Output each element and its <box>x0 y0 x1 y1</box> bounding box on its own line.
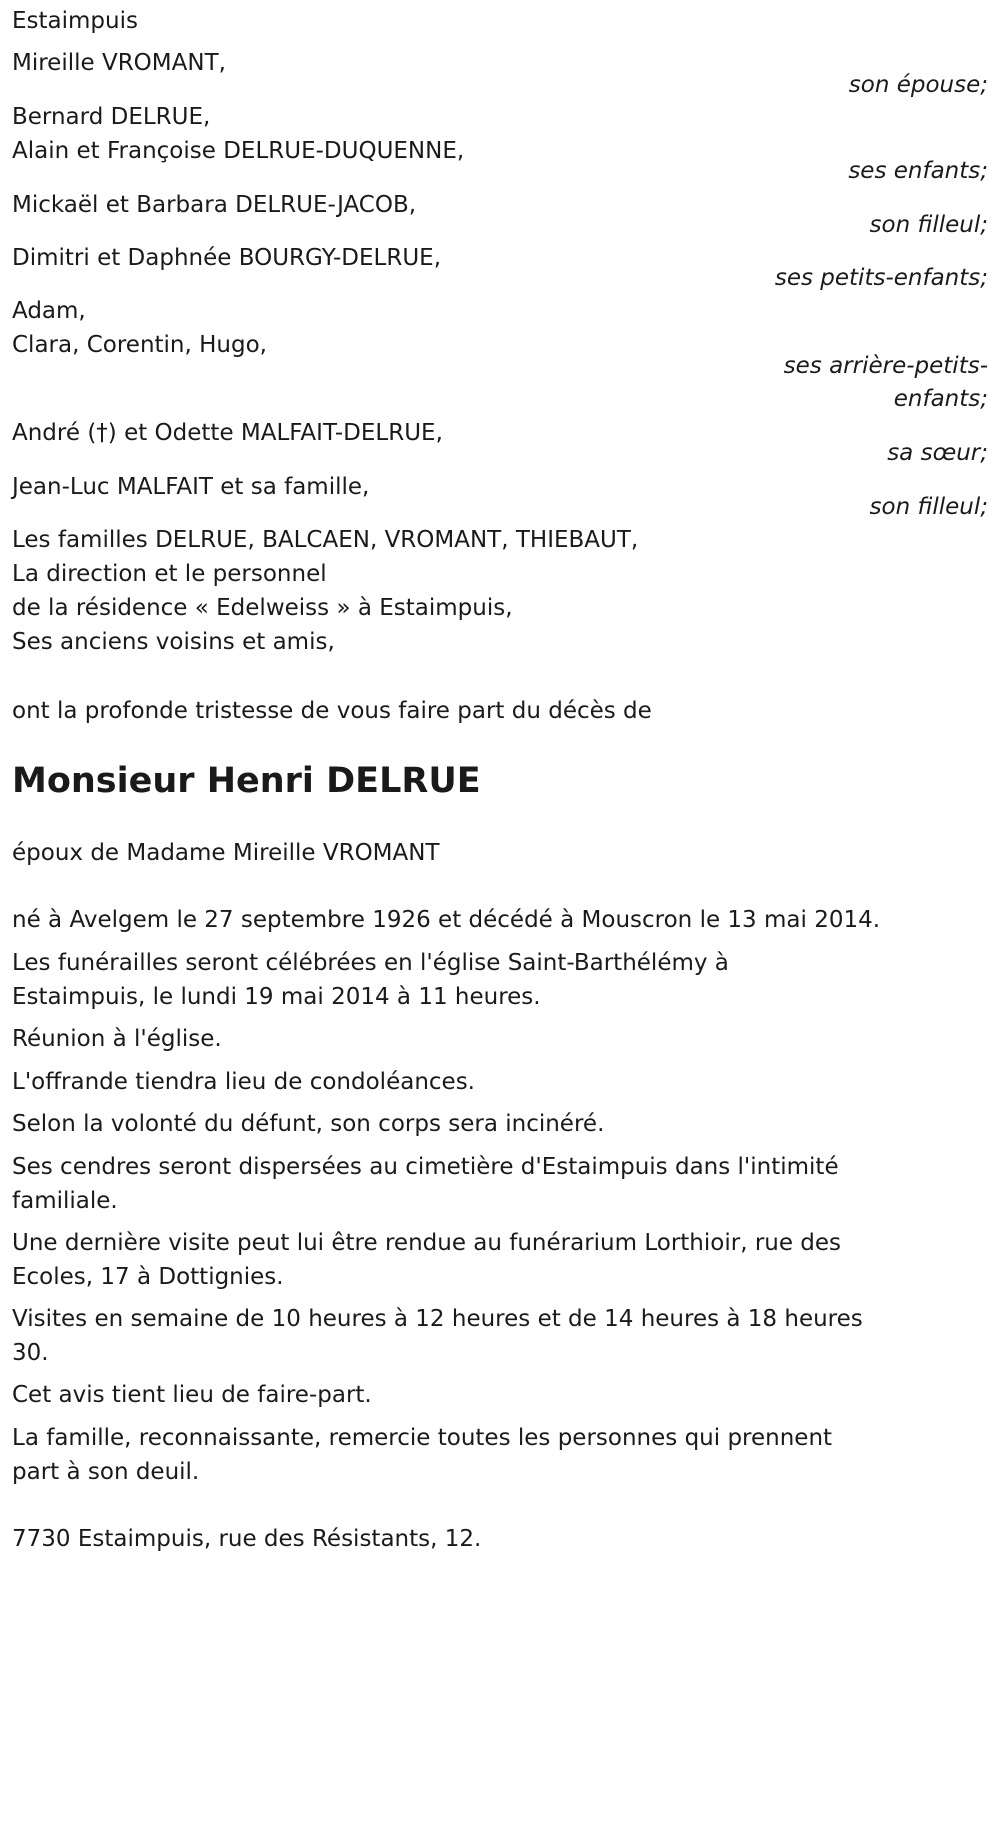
address-line: 7730 Estaimpuis, rue des Résistants, 12. <box>12 1526 482 1552</box>
town-header: Estaimpuis <box>12 8 138 34</box>
family-line-child-2: Alain et Françoise DELRUE-DUQUENNE, <box>12 138 465 164</box>
cremation-line: Selon la volonté du défunt, son corps sera incinéré. <box>12 1111 605 1137</box>
meeting-line: Réunion à l'église. <box>12 1026 222 1052</box>
spouse-line: époux de Madame Mireille VROMANT <box>12 840 440 866</box>
role-godson-1: son filleul; <box>869 212 988 238</box>
visit-line-a: Une dernière visite peut lui être rendue au funérarium Lorthioir, rue des <box>12 1230 842 1256</box>
role-godson-2: son filleul; <box>869 494 988 520</box>
thanks-line-b: part à son deuil. <box>12 1459 200 1485</box>
family-line-godson-1: Mickaël et Barbara DELRUE-JACOB, <box>12 192 417 218</box>
funeral-line-b: Estaimpuis, le lundi 19 mai 2014 à 11 heures. <box>12 984 541 1010</box>
family-line-spouse: Mireille VROMANT, <box>12 50 226 76</box>
visit-line-b: Ecoles, 17 à Dottignies. <box>12 1264 284 1290</box>
ashes-line-a: Ses cendres seront dispersées au cimetière d'Estaimpuis dans l'intimité <box>12 1154 839 1180</box>
notice-line: Cet avis tient lieu de faire-part. <box>12 1382 372 1408</box>
hours-line-b: 30. <box>12 1340 49 1366</box>
announcement-intro: ont la profonde tristesse de vous faire part du décès de <box>12 698 652 724</box>
funeral-line-a: Les funérailles seront célébrées en l'église Saint-Barthélémy à <box>12 950 729 976</box>
family-line-great-grandchild-1: Adam, <box>12 298 86 324</box>
hours-line-a: Visites en semaine de 10 heures à 12 heures et de 14 heures à 18 heures <box>12 1306 863 1332</box>
family-line-great-grandchild-2: Clara, Corentin, Hugo, <box>12 332 267 358</box>
family-line-families: Les familles DELRUE, BALCAEN, VROMANT, THIEBAUT, <box>12 527 639 553</box>
role-children: ses enfants; <box>848 158 988 184</box>
offering-line: L'offrande tiendra lieu de condoléances. <box>12 1069 475 1095</box>
family-line-sister: André (†) et Odette MALFAIT-DELRUE, <box>12 420 443 446</box>
family-line-direction: La direction et le personnel <box>12 561 327 587</box>
role-grandchildren: ses petits-enfants; <box>774 265 988 291</box>
deceased-name: Monsieur Henri DELRUE <box>12 761 481 801</box>
role-spouse: son épouse; <box>848 72 988 98</box>
family-line-child-1: Bernard DELRUE, <box>12 104 211 130</box>
family-line-godson-2: Jean-Luc MALFAIT et sa famille, <box>12 474 370 500</box>
ashes-line-b: familiale. <box>12 1188 118 1214</box>
role-great-grandchildren-a: ses arrière-petits- <box>783 353 988 379</box>
family-line-residence: de la résidence « Edelweiss » à Estaimpuis, <box>12 595 513 621</box>
birth-death-line: né à Avelgem le 27 septembre 1926 et décédé à Mouscron le 13 mai 2014. <box>12 907 881 933</box>
family-line-grandchildren: Dimitri et Daphnée BOURGY-DELRUE, <box>12 245 442 271</box>
role-great-grandchildren-b: enfants; <box>893 386 988 412</box>
role-sister: sa sœur; <box>887 440 988 466</box>
family-line-friends: Ses anciens voisins et amis, <box>12 629 335 655</box>
thanks-line-a: La famille, reconnaissante, remercie toutes les personnes qui prennent <box>12 1425 833 1451</box>
